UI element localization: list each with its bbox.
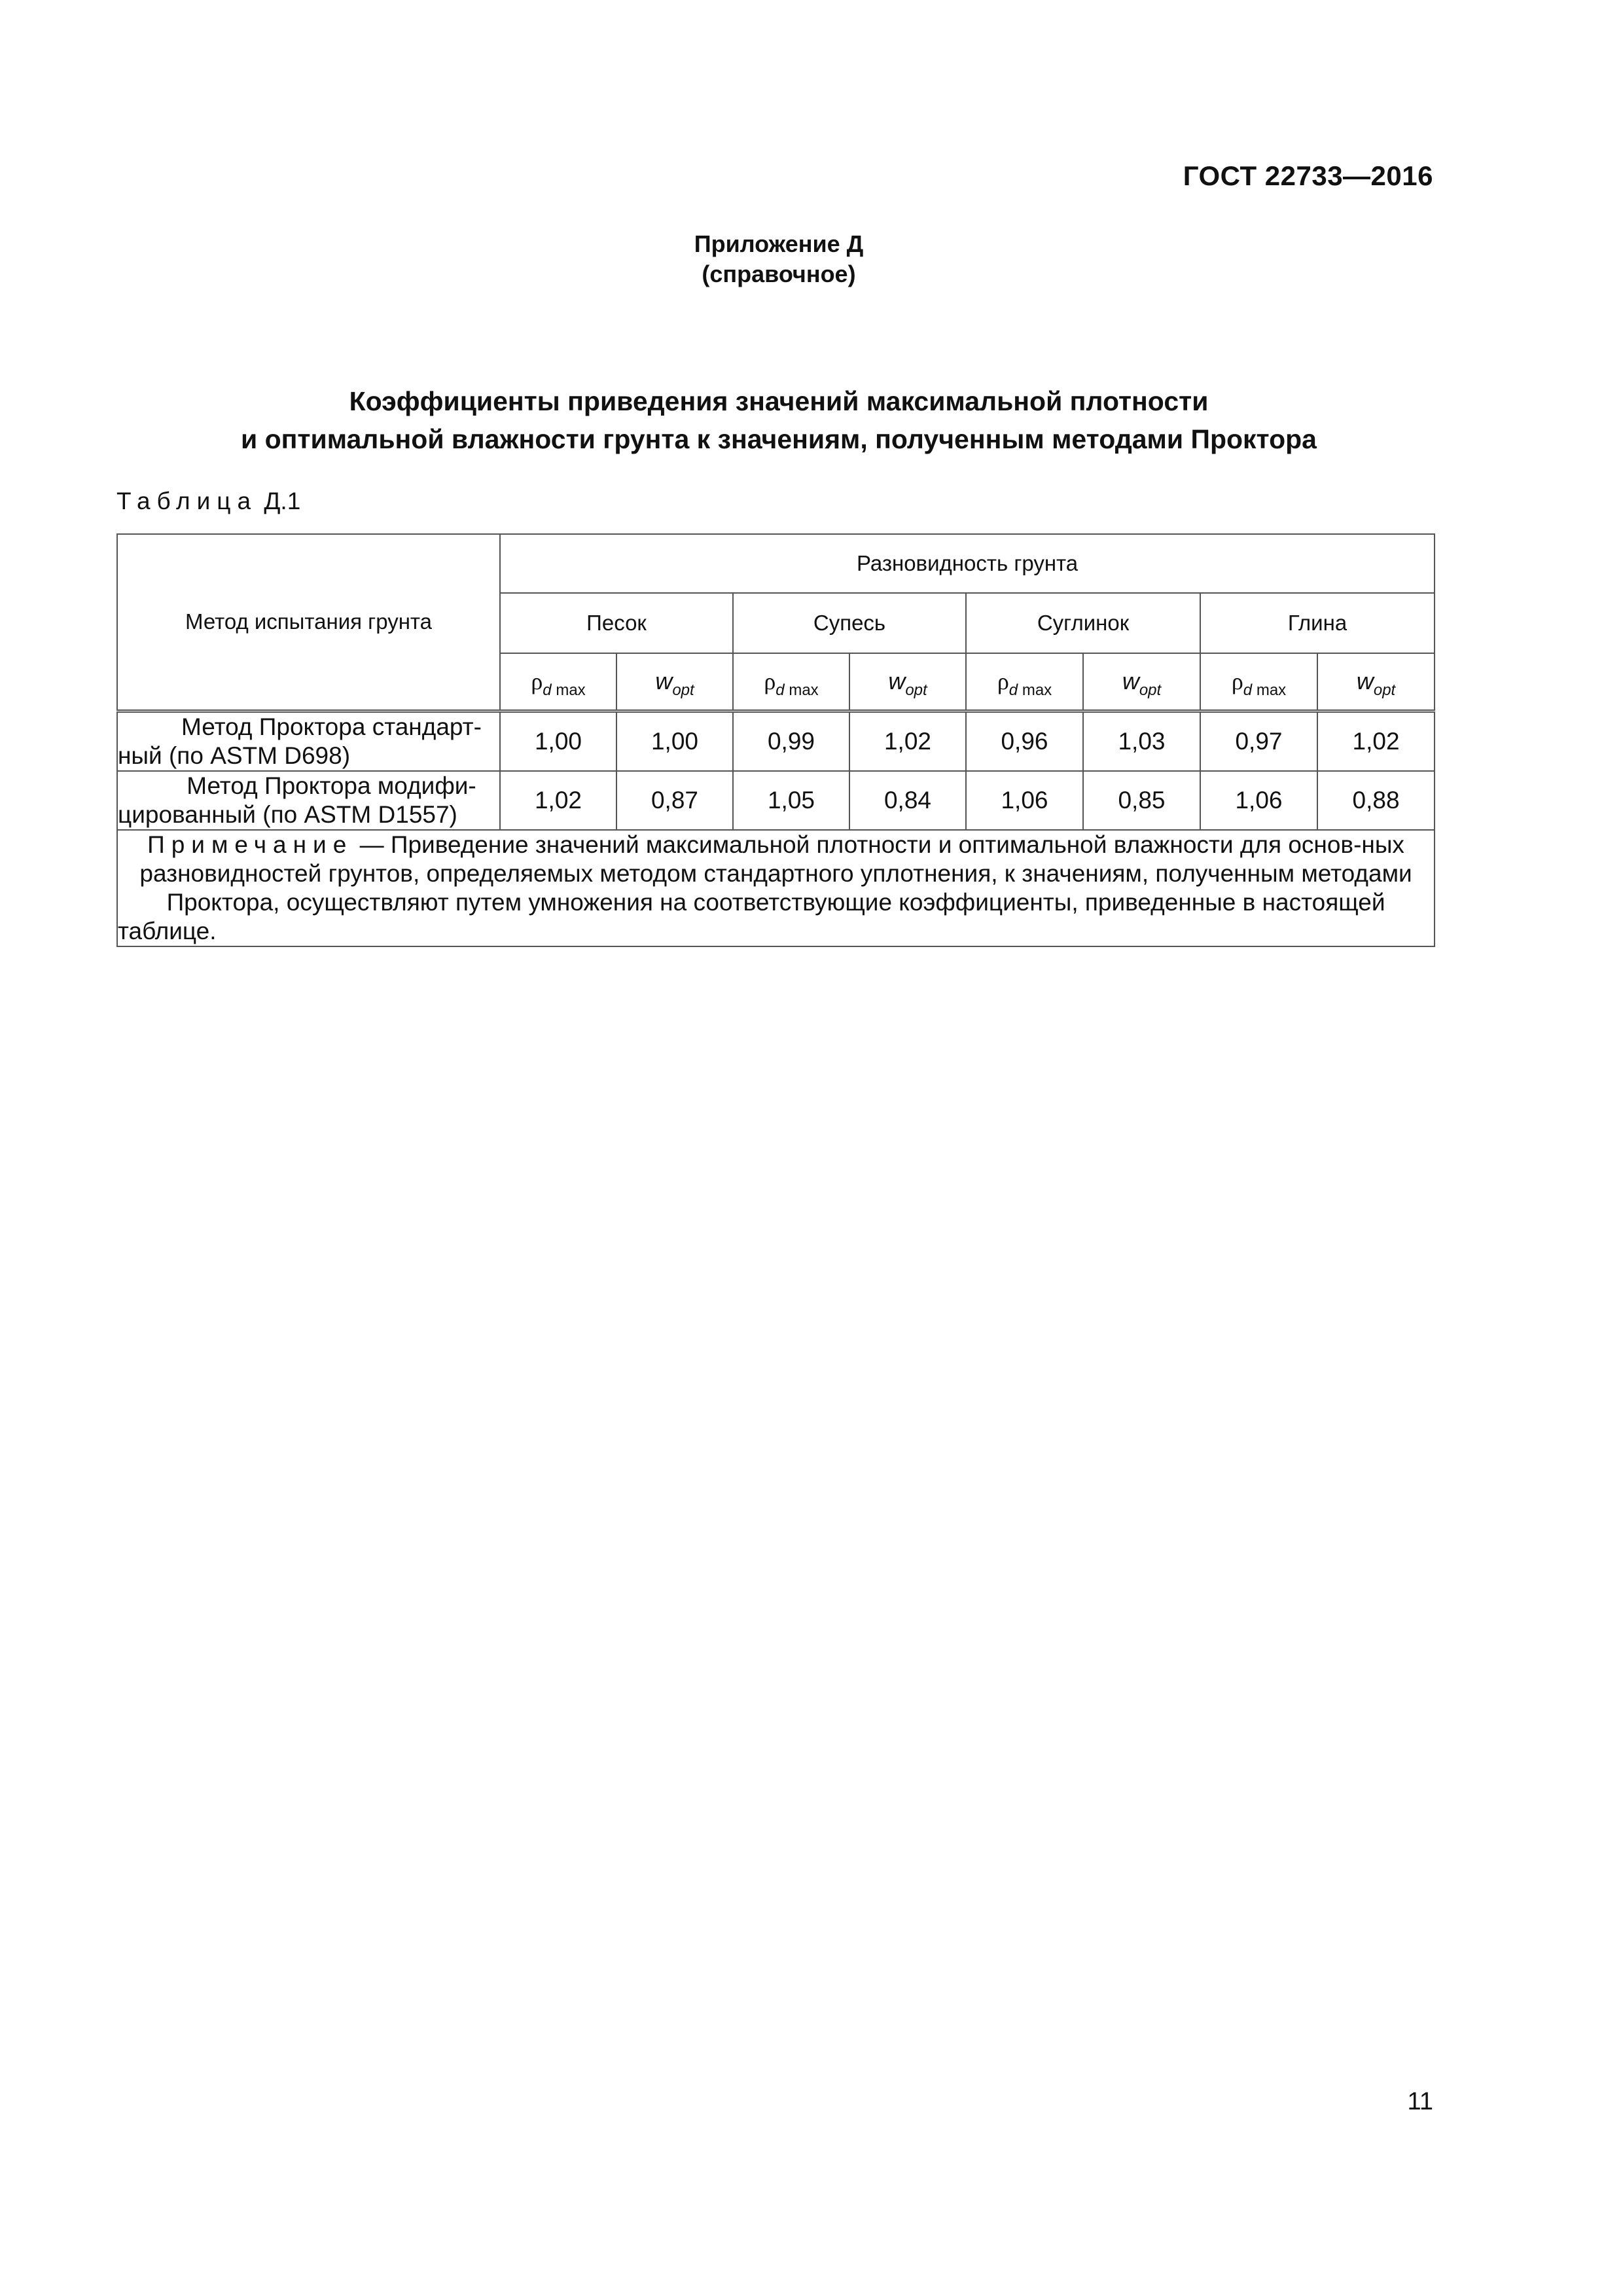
table-note [117, 830, 1435, 946]
section-title [0, 382, 1558, 458]
value-cell: 0,88 [1317, 771, 1435, 830]
value-cell: 1,06 [966, 771, 1083, 830]
section-title-line-1: Коэффициенты приведения значений максимальной плотности [349, 386, 1209, 416]
soil-header-loam: Суглинок [966, 593, 1200, 653]
param-header-w-opt: $w_{opt}$ [616, 653, 733, 711]
param-header-rho-dmax: $\rho_{d max}$ [966, 653, 1083, 711]
appendix-heading [0, 229, 1623, 289]
value-cell: 0,87 [616, 771, 733, 830]
note-label: Примечание [147, 831, 353, 858]
soil-header-sand: Песок [500, 593, 733, 653]
table-row [117, 711, 1435, 771]
param-header-w-opt: $w_{opt}$ [1317, 653, 1435, 711]
param-header-rho-dmax: $\rho_{d max}$ [1200, 653, 1317, 711]
method-label: Метод Проктора модифи-цированный (по ASTM D1557) [118, 772, 476, 828]
value-cell: 1,03 [1083, 711, 1200, 771]
value-cell: 1,00 [616, 711, 733, 771]
soil-header-sandy-loam: Супесь [733, 593, 966, 653]
value-cell: 1,02 [500, 771, 616, 830]
method-label: Метод Проктора стандарт-ный (по ASTM D698) [118, 713, 482, 769]
value-cell: 0,96 [966, 711, 1083, 771]
coefficients-table [116, 533, 1435, 947]
param-header-rho-dmax: $\rho_{d max}$ [500, 653, 616, 711]
value-cell: 1,02 [849, 711, 966, 771]
method-column-header: Метод испытания грунта [117, 534, 500, 711]
note-text: — Приведение значений максимальной плотности и оптимальной влажности для основ-ных разновидностей грунтов, определяемых методом стандартного уплотнения, к значениям, полученным методами Проктора, осуществляют путем умножения на соответствующие коэффициенты, приведенные в настоящей таблице. [118, 831, 1412, 944]
value-cell: 1,06 [1200, 771, 1317, 830]
document-code: ГОСТ 22733—2016 [1183, 160, 1433, 191]
table-caption-word: Таблица [116, 488, 258, 514]
table-caption-number: Д.1 [264, 488, 301, 514]
method-cell [117, 711, 500, 771]
appendix-title: Приложение Д [694, 230, 864, 257]
value-cell: 1,05 [733, 771, 849, 830]
table-caption [116, 488, 300, 515]
value-cell: 0,97 [1200, 711, 1317, 771]
method-cell [117, 771, 500, 830]
soil-header-clay: Глина [1200, 593, 1435, 653]
value-cell: 0,84 [849, 771, 966, 830]
param-header-w-opt: $w_{opt}$ [849, 653, 966, 711]
page-number: 11 [1407, 2088, 1433, 2115]
value-cell: 1,02 [1317, 711, 1435, 771]
value-cell: 0,99 [733, 711, 849, 771]
value-cell: 0,85 [1083, 771, 1200, 830]
appendix-note: (справочное) [702, 260, 856, 287]
section-title-line-2: и оптимальной влажности грунта к значениям, полученным методами Проктора [241, 424, 1317, 454]
param-header-rho-dmax: $\rho_{d max}$ [733, 653, 849, 711]
param-header-w-opt: $w_{opt}$ [1083, 653, 1200, 711]
soil-variety-header: Разновидность грунта [500, 534, 1435, 593]
table-row [117, 771, 1435, 830]
value-cell: 1,00 [500, 711, 616, 771]
